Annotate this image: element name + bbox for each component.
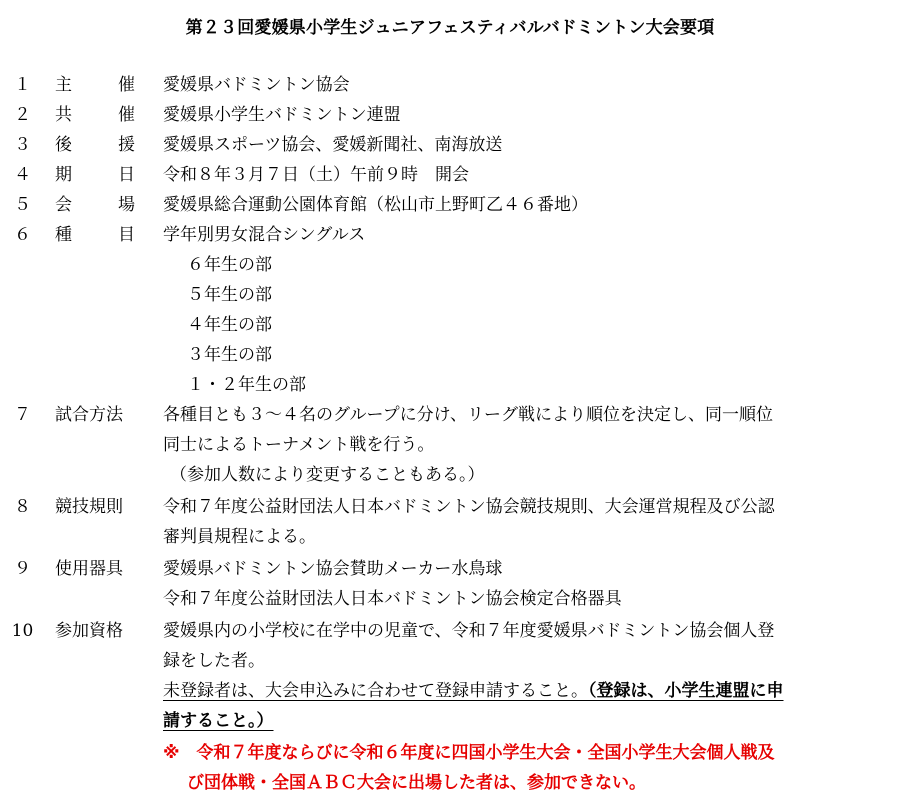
item-number: ９ (14, 559, 31, 579)
item-content: 審判員規程による。 (163, 527, 316, 547)
item-content: 令和７年度公益財団法人日本バドミントン協会競技規則、大会運営規程及び公認 (163, 497, 775, 517)
item-label: 参加資格 (55, 621, 123, 641)
item-content: 愛媛県バドミントン協会賛助メーカー水鳥球 (163, 559, 503, 579)
registration-note-text (163, 676, 784, 706)
item-content: 学年別男女混合シングルス (163, 225, 366, 245)
item-label: 競技規則 (55, 497, 123, 517)
item-content: 令和８年３月７日（土）午前９時 開会 (163, 165, 469, 185)
registration-note-bold: （登録は、小学生連盟に申 (588, 681, 784, 701)
item-number: ５ (14, 195, 31, 215)
item-label-char-1: 種 (55, 225, 72, 245)
item-content: 愛媛県総合運動公園体育館（松山市上野町乙４６番地） (163, 195, 588, 215)
event-name: ３年生の部 (187, 345, 272, 365)
item-note: （参加人数により変更することもある。） (170, 465, 485, 485)
page-title: 第２３回愛媛県小学生ジュニアフェスティバルバドミントン大会要項 (185, 18, 715, 38)
event-name: ６年生の部 (187, 255, 272, 275)
item-number: ８ (14, 497, 31, 517)
item-content: 愛媛県バドミントン協会 (163, 75, 350, 95)
item-number: ６ (14, 225, 31, 245)
item-number: １ (14, 75, 31, 95)
eligibility-warning-text: び団体戦・全国ＡＢＣ大会に出場した者は、参加できない。 (187, 773, 646, 793)
registration-note-bold: 請すること。） (163, 711, 274, 731)
item-label: 試合方法 (55, 405, 123, 425)
item-label-char-1: 共 (55, 105, 72, 125)
item-label-char-1: 会 (55, 195, 72, 215)
item-number: 10 (11, 621, 34, 641)
eligibility-warning-text: ※ 令和７年度ならびに令和６年度に四国小学生大会・全国小学生大会個人戦及 (163, 743, 775, 763)
registration-note-normal: 未登録者は、大会申込みに合わせて登録申請すること。 (163, 681, 588, 701)
item-label (55, 160, 135, 190)
item-content: 愛媛県スポーツ協会、愛媛新聞社、南海放送 (163, 135, 503, 155)
item-content: 愛媛県内の小学校に在学中の児童で、令和７年度愛媛県バドミントン協会個人登 (163, 621, 775, 641)
item-label-char-2: 催 (118, 105, 135, 125)
item-label (55, 190, 135, 220)
item-content: 各種目とも３～４名のグループに分け、リーグ戦により順位を決定し、同一順位 (163, 405, 773, 425)
item-content: 録をした者。 (163, 651, 265, 671)
event-name: ５年生の部 (187, 285, 272, 305)
item-label-char-1: 期 (55, 165, 72, 185)
event-name: １・２年生の部 (187, 375, 306, 395)
item-label (55, 70, 135, 100)
item-content: 令和７年度公益財団法人日本バドミントン協会検定合格器具 (163, 589, 622, 609)
item-content: 同士によるトーナメント戦を行う。 (163, 435, 435, 455)
item-number: ７ (14, 405, 31, 425)
item-label-char-1: 主 (55, 75, 72, 95)
item-number: ４ (14, 165, 31, 185)
item-label (55, 100, 135, 130)
item-label-char-2: 催 (118, 75, 135, 95)
item-label-char-2: 日 (118, 165, 135, 185)
item-label (55, 220, 135, 250)
item-number: ３ (14, 135, 31, 155)
item-label-char-2: 援 (118, 135, 135, 155)
item-content: 愛媛県小学生バドミントン連盟 (163, 105, 401, 125)
event-name: ４年生の部 (187, 315, 272, 335)
item-label-char-2: 目 (118, 225, 135, 245)
item-label (55, 130, 135, 160)
item-number: ２ (14, 105, 31, 125)
item-label: 使用器具 (55, 559, 123, 579)
item-label-char-1: 後 (55, 135, 72, 155)
item-label-char-2: 場 (118, 195, 135, 215)
